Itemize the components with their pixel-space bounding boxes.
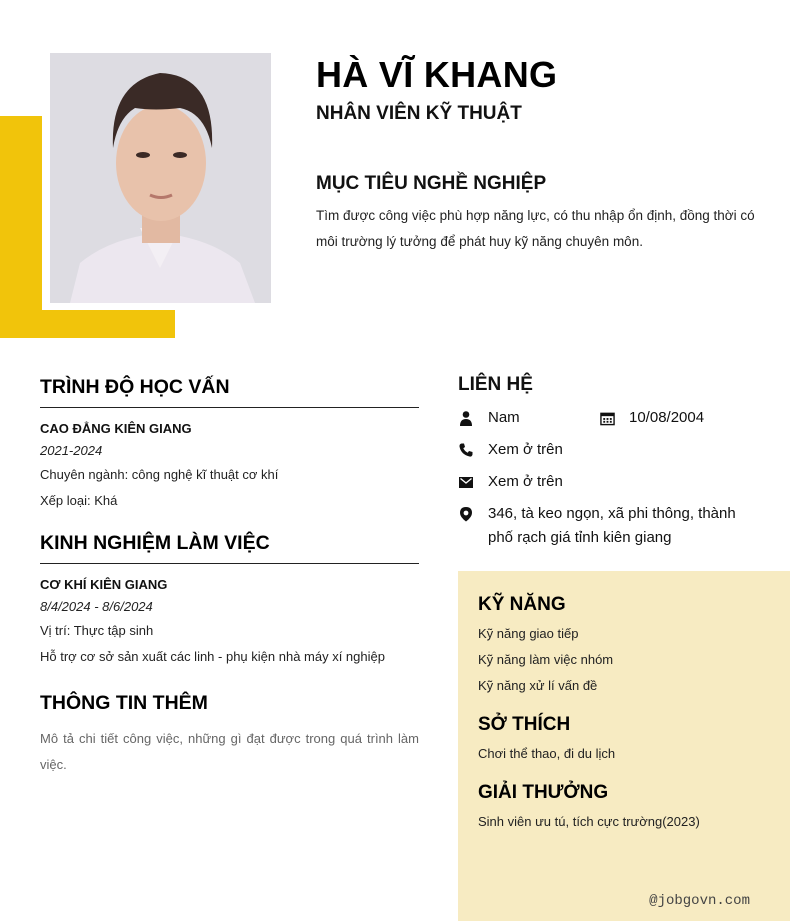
experience-description: Hỗ trợ cơ sở sản xuất các linh - phụ kiện nhà máy xí nghiệp <box>40 649 385 664</box>
more-info-section <box>40 690 419 778</box>
contact-address: 346, tà keo ngọn, xã phi thông, thành phố rạch giá tỉnh kiên giang <box>488 505 736 546</box>
mail-icon <box>458 470 488 494</box>
skill-item: Kỹ năng giao tiếp <box>478 626 579 641</box>
experience-period: 8/4/2024 - 8/6/2024 <box>40 599 153 614</box>
contact-section <box>458 372 758 550</box>
contact-heading: LIÊN HỆ <box>458 374 533 395</box>
objective-heading: MỤC TIÊU NGHỀ NGHIỆP <box>316 173 547 194</box>
awards-heading: GIẢI THƯỞNG <box>478 782 609 803</box>
experience-position: Vị trí: Thực tập sinh <box>40 623 154 638</box>
objective-text: Tìm được công việc phù hợp năng lực, có thu nhập ổn định, đồng thời có môi trường lý tưởng để phát huy kỹ năng chuyên môn. <box>316 208 755 249</box>
contact-phone: Xem ở trên <box>488 441 563 458</box>
accent-bar-vertical <box>0 116 42 338</box>
hobbies-section <box>478 711 770 767</box>
candidate-name: HÀ VĨ KHANG <box>316 54 558 95</box>
section-divider <box>40 563 419 564</box>
experience-section <box>40 530 419 670</box>
education-heading: TRÌNH ĐỘ HỌC VẤN <box>40 376 230 398</box>
person-icon <box>458 406 488 430</box>
education-section <box>40 374 419 514</box>
experience-heading: KINH NGHIỆM LÀM VIỆC <box>40 532 270 554</box>
education-major: Chuyên ngành: công nghệ kĩ thuật cơ khí <box>40 467 279 482</box>
hobbies-heading: SỞ THÍCH <box>478 714 571 735</box>
contact-row-email <box>458 470 758 494</box>
left-column <box>40 374 419 778</box>
contact-gender: Nam <box>488 409 520 426</box>
phone-icon <box>458 438 488 462</box>
watermark: @jobgovn.com <box>649 893 750 909</box>
accent-bar-horizontal <box>0 310 175 338</box>
skill-item: Kỹ năng làm việc nhóm <box>478 652 614 667</box>
awards-section <box>478 779 770 835</box>
section-divider <box>40 407 419 408</box>
awards-text: Sinh viên ưu tú, tích cực trường(2023) <box>478 814 700 829</box>
education-period: 2021-2024 <box>40 443 103 458</box>
side-panel <box>458 571 790 921</box>
skills-heading: KỸ NĂNG <box>478 594 566 615</box>
calendar-icon <box>600 406 629 430</box>
candidate-job-title: NHÂN VIÊN KỸ THUẬT <box>316 103 522 124</box>
contact-email: Xem ở trên <box>488 473 563 490</box>
contact-row-phone <box>458 438 758 462</box>
hobbies-text: Chơi thể thao, đi du lịch <box>478 746 616 761</box>
contact-row-address <box>458 502 758 550</box>
skill-item: Kỹ năng xử lí vấn đề <box>478 678 598 693</box>
location-pin-icon <box>458 502 488 526</box>
contact-birthday: 10/08/2004 <box>629 409 705 426</box>
skills-section <box>478 591 770 699</box>
contact-row-gender-birthday <box>458 406 758 430</box>
education-school: CAO ĐẲNG KIÊN GIANG <box>40 421 192 436</box>
experience-company: CƠ KHÍ KIÊN GIANG <box>40 577 168 592</box>
more-info-heading: THÔNG TIN THÊM <box>40 692 208 714</box>
education-grade: Xếp loại: Khá <box>40 493 118 508</box>
profile-photo <box>50 53 271 303</box>
more-info-text: Mô tả chi tiết công việc, những gì đạt được trong quá trình làm việc. <box>40 731 419 772</box>
